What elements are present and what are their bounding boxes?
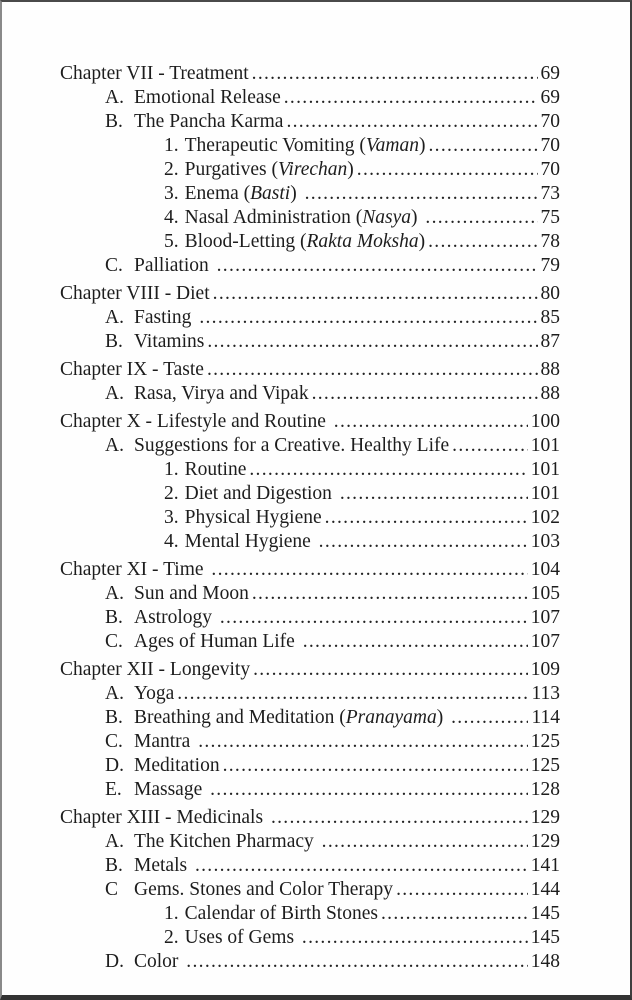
entry-page: 70: [540, 135, 560, 156]
toc-entry: [60, 206, 560, 230]
dot-leader: [312, 382, 538, 406]
entry-text: The Kitchen Pharmacy: [134, 831, 319, 852]
toc-entry: [60, 950, 560, 974]
entry-text: Uses of Gems: [184, 927, 299, 948]
dot-leader: [271, 806, 528, 830]
entry-label: D.: [105, 755, 124, 776]
entry-page: 101: [530, 483, 560, 504]
entry-label: C.: [105, 255, 123, 276]
entry-text: Chapter XI - Time: [60, 559, 209, 580]
entry-text: Diet and Digestion: [184, 483, 337, 504]
entry-text: Palliation: [134, 255, 214, 276]
entry-label: A.: [105, 383, 124, 404]
dot-leader: [195, 854, 528, 878]
entry-text: Chapter XIII - Medicinals: [60, 807, 268, 828]
entry-page: 88: [540, 383, 560, 404]
entry-label: 3.: [164, 183, 179, 204]
entry-page: 109: [530, 659, 560, 680]
toc-entry: [60, 926, 560, 950]
entry-page: 129: [530, 831, 560, 852]
toc-entry: [60, 854, 560, 878]
entry-text: Vitamins: [134, 331, 205, 352]
entry-page: 102: [530, 507, 560, 528]
entry-page: 69: [540, 63, 560, 84]
toc-entry: [60, 110, 560, 134]
dot-leader: [302, 926, 528, 950]
entry-label: A.: [105, 683, 124, 704]
entry-page: 145: [530, 903, 560, 924]
dot-leader: [357, 158, 538, 182]
entry-text: Astrology: [134, 607, 217, 628]
toc-entry: [60, 410, 560, 434]
entry-page: 70: [540, 111, 560, 132]
toc-entry: [60, 506, 560, 530]
dot-leader: [217, 254, 538, 278]
toc-entry: [60, 134, 560, 158]
entry-text: Nasal Administration (Nasya): [184, 207, 423, 228]
entry-label: A.: [105, 435, 124, 456]
toc-entry: [60, 806, 560, 830]
entry-text: Mental Hygiene: [184, 531, 316, 552]
toc-entry: [60, 558, 560, 582]
dot-leader: [186, 950, 527, 974]
dot-leader: [396, 878, 528, 902]
entry-label: C.: [105, 731, 123, 752]
toc-entry: [60, 730, 560, 754]
toc-entry: [60, 282, 560, 306]
dot-leader: [319, 530, 528, 554]
toc-entry: [60, 902, 560, 926]
entry-page: 79: [540, 255, 560, 276]
dot-leader: [199, 306, 537, 330]
toc-entry: [60, 530, 560, 554]
entry-page: 87: [540, 331, 560, 352]
dot-leader: [177, 682, 528, 706]
toc-list: [60, 62, 560, 974]
entry-text: Purgatives (Virechan): [184, 159, 354, 180]
entry-page: 88: [540, 359, 560, 380]
entry-page: 85: [540, 307, 560, 328]
entry-text: Breathing and Meditation (Pranayama): [134, 707, 449, 728]
toc-entry: [60, 254, 560, 278]
entry-label: 1.: [164, 903, 179, 924]
toc-entry: [60, 706, 560, 730]
toc-entry: [60, 458, 560, 482]
toc-entry: [60, 830, 560, 854]
toc-entry: [60, 62, 560, 86]
entry-page: 101: [530, 459, 560, 480]
dot-leader: [207, 358, 538, 382]
entry-label: B.: [105, 111, 123, 132]
dot-leader: [451, 706, 528, 730]
toc-entry: [60, 658, 560, 682]
toc-entry: [60, 778, 560, 802]
entry-text: Physical Hygiene: [184, 507, 322, 528]
entry-text: Meditation: [134, 755, 220, 776]
toc-entry: [60, 306, 560, 330]
entry-page: 144: [530, 879, 560, 900]
entry-text: Chapter IX - Taste: [60, 359, 204, 380]
entry-text: Emotional Release: [134, 87, 281, 108]
toc-entry: [60, 182, 560, 206]
dot-leader: [428, 230, 537, 254]
entry-label: 4.: [164, 207, 179, 228]
entry-page: 104: [530, 559, 560, 580]
entry-label: 2.: [164, 927, 179, 948]
entry-page: 100: [530, 411, 560, 432]
entry-text: Calendar of Birth Stones: [184, 903, 378, 924]
dot-leader: [286, 110, 537, 134]
toc-entry: [60, 358, 560, 382]
entry-page: 105: [530, 583, 560, 604]
entry-label: 1.: [164, 135, 179, 156]
entry-page: 114: [531, 707, 560, 728]
entry-text: Mantra: [134, 731, 196, 752]
dot-leader: [213, 282, 538, 306]
toc-entry: [60, 230, 560, 254]
entry-label: A.: [105, 87, 124, 108]
toc-entry: [60, 682, 560, 706]
entry-text: Blood-Letting (Rakta Moksha): [184, 231, 426, 252]
entry-label: E.: [105, 779, 122, 800]
dot-leader: [381, 902, 528, 926]
entry-text: Massage: [134, 779, 208, 800]
dot-leader: [325, 506, 528, 530]
entry-text: Enema (Basti): [184, 183, 302, 204]
entry-text: The Pancha Karma: [134, 111, 284, 132]
toc-entry: [60, 86, 560, 110]
entry-page: 69: [540, 87, 560, 108]
dot-leader: [428, 134, 537, 158]
entry-text: Chapter XII - Longevity: [60, 659, 251, 680]
toc-entry: [60, 630, 560, 654]
dot-leader: [334, 410, 528, 434]
entry-text: Chapter VII - Treatment: [60, 63, 249, 84]
entry-page: 80: [540, 283, 560, 304]
entry-label: D.: [105, 951, 124, 972]
entry-page: 141: [530, 855, 560, 876]
entry-label: B.: [105, 331, 123, 352]
entry-text: Yoga: [134, 683, 175, 704]
dot-leader: [252, 582, 528, 606]
entry-text: Sun and Moon: [134, 583, 249, 604]
dot-leader: [425, 206, 537, 230]
entry-label: A.: [105, 583, 124, 604]
entry-label: 2.: [164, 159, 179, 180]
entry-text: Color: [134, 951, 184, 972]
entry-label: 2.: [164, 483, 179, 504]
toc-entry: [60, 878, 560, 902]
dot-leader: [340, 482, 528, 506]
entry-page: 70: [540, 159, 560, 180]
entry-page: 107: [530, 607, 560, 628]
dot-leader: [207, 330, 537, 354]
entry-label: 5.: [164, 231, 179, 252]
entry-page: 73: [540, 183, 560, 204]
toc-entry: [60, 582, 560, 606]
entry-text: Fasting: [134, 307, 197, 328]
dot-leader: [253, 658, 528, 682]
entry-text: Metals: [134, 855, 192, 876]
toc-entry: [60, 158, 560, 182]
entry-label: B.: [105, 607, 123, 628]
dot-leader: [303, 630, 528, 654]
entry-label: 1.: [164, 459, 179, 480]
dot-leader: [198, 730, 528, 754]
dot-leader: [211, 558, 527, 582]
dot-leader: [220, 606, 528, 630]
entry-page: 125: [530, 731, 560, 752]
entry-text: Therapeutic Vomiting (Vaman): [184, 135, 426, 156]
toc-entry: [60, 382, 560, 406]
entry-label: C.: [105, 631, 123, 652]
toc-entry: [60, 754, 560, 778]
entry-page: 103: [530, 531, 560, 552]
entry-page: 78: [540, 231, 560, 252]
dot-leader: [452, 434, 528, 458]
toc-entry: [60, 606, 560, 630]
entry-text: Routine: [184, 459, 247, 480]
dot-leader: [305, 182, 538, 206]
entry-text: Chapter VIII - Diet: [60, 283, 210, 304]
entry-page: 148: [530, 951, 560, 972]
entry-page: 129: [530, 807, 560, 828]
entry-page: 145: [530, 927, 560, 948]
entry-label: C: [105, 879, 119, 900]
dot-leader: [210, 778, 528, 802]
entry-text: Rasa, Virya and Vipak: [134, 383, 309, 404]
toc-entry: [60, 434, 560, 458]
entry-text: Gems. Stones and Color Therapy: [134, 879, 394, 900]
dot-leader: [223, 754, 528, 778]
entry-label: A.: [105, 831, 124, 852]
entry-label: B.: [105, 707, 123, 728]
entry-page: 107: [530, 631, 560, 652]
entry-text: Ages of Human Life: [134, 631, 300, 652]
toc-entry: [60, 330, 560, 354]
dot-leader: [249, 458, 527, 482]
dot-leader: [284, 86, 538, 110]
entry-label: 3.: [164, 507, 179, 528]
entry-text: Suggestions for a Creative. Healthy Life: [134, 435, 450, 456]
entry-page: 125: [530, 755, 560, 776]
entry-label: B.: [105, 855, 123, 876]
entry-page: 128: [530, 779, 560, 800]
entry-page: 75: [540, 207, 560, 228]
dot-leader: [252, 62, 538, 86]
dot-leader: [322, 830, 528, 854]
entry-page: 113: [531, 683, 560, 704]
toc-entry: [60, 482, 560, 506]
entry-label: A.: [105, 307, 124, 328]
entry-text: Chapter X - Lifestyle and Routine: [60, 411, 331, 432]
entry-page: 101: [530, 435, 560, 456]
entry-label: 4.: [164, 531, 179, 552]
